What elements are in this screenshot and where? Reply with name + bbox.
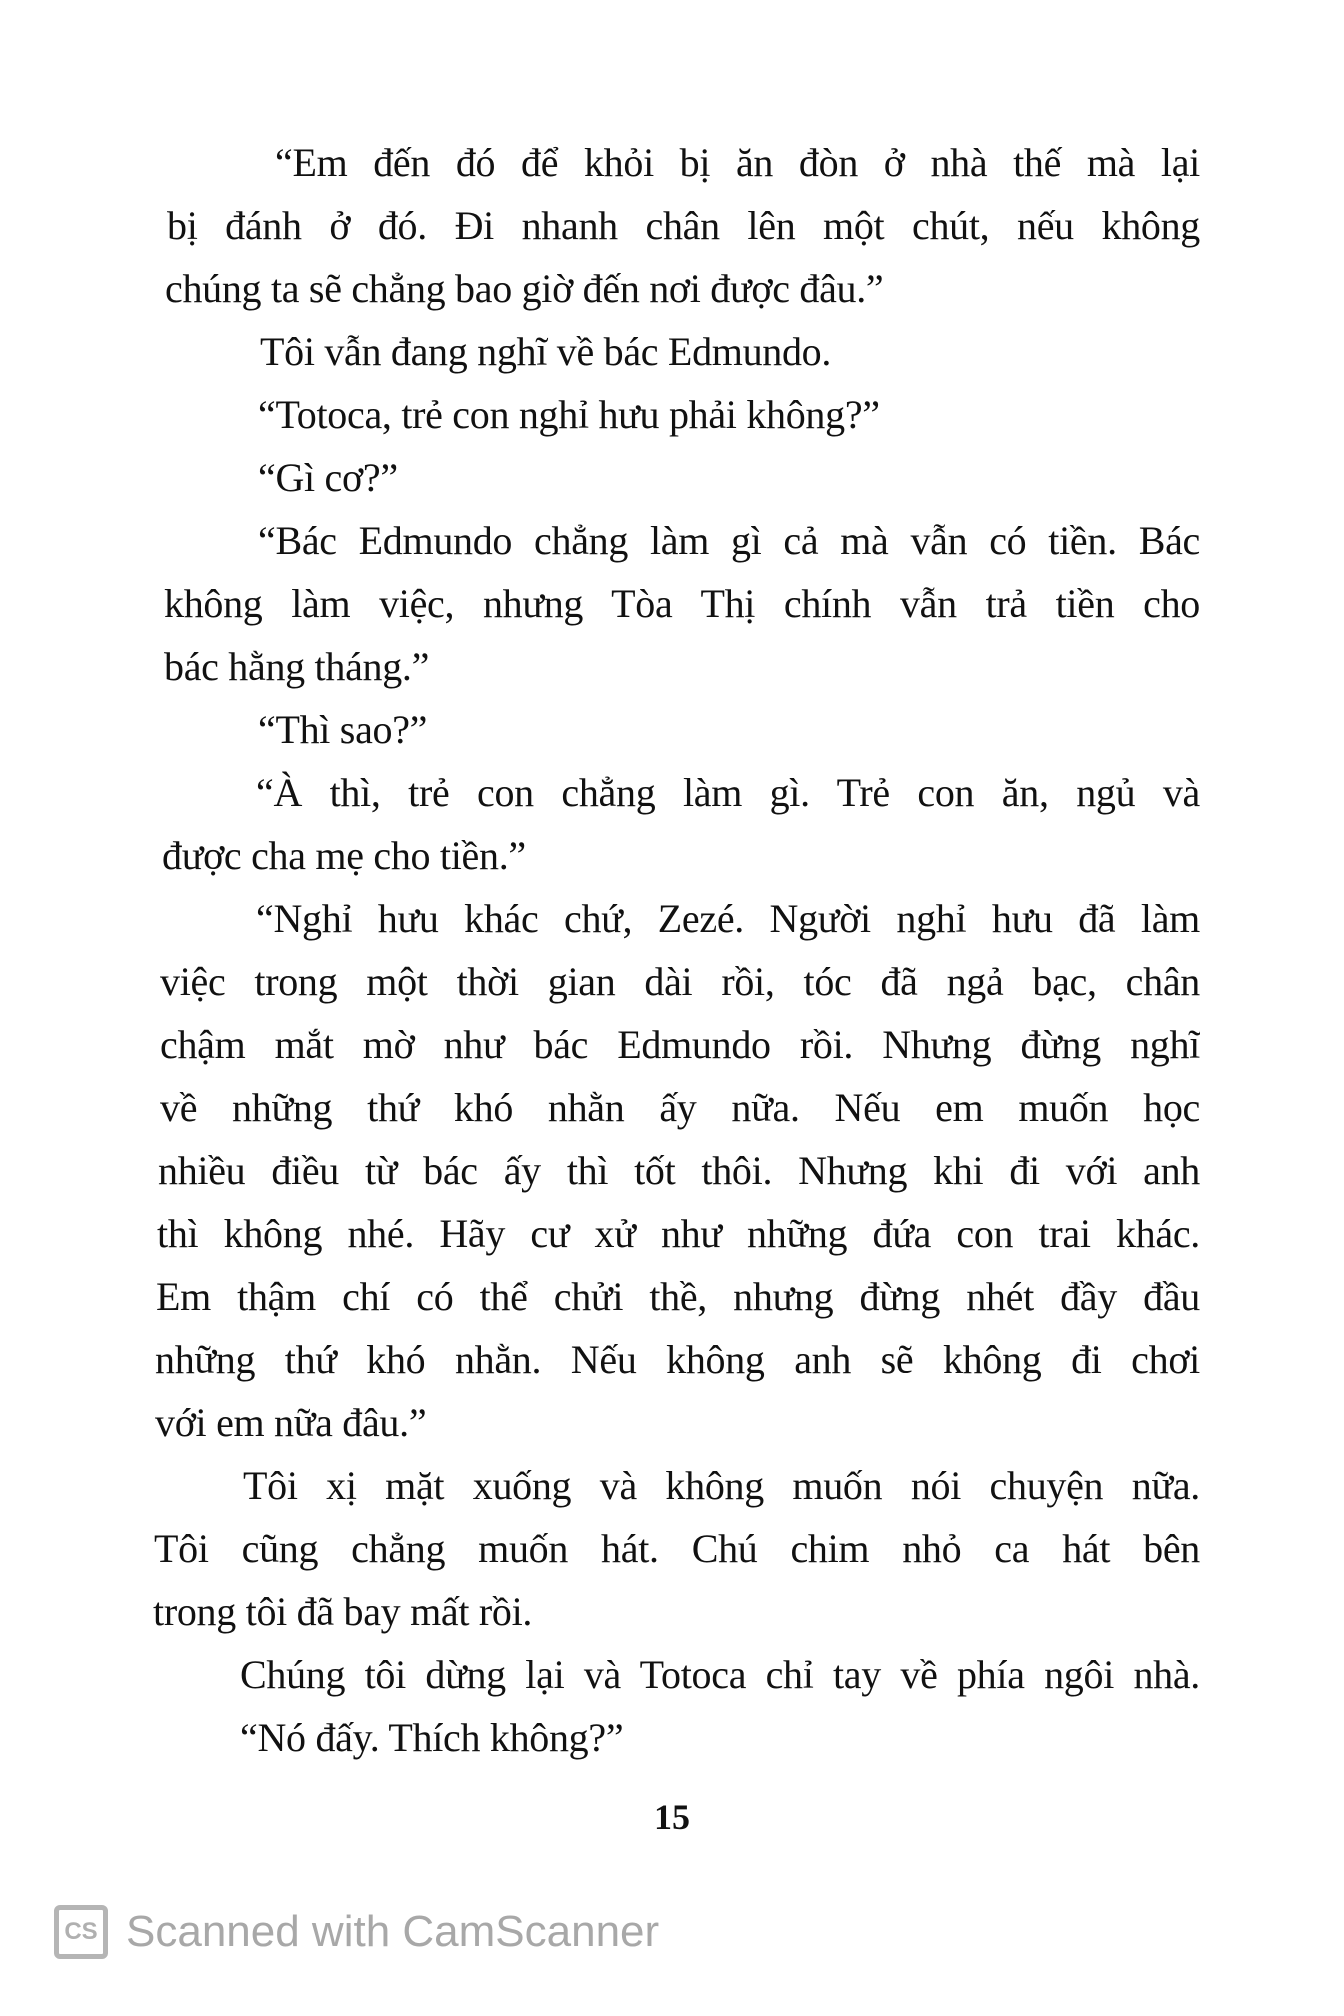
text-line: “À thì, trẻ con chẳng làm gì. Trẻ con ăn, ngủ và xyxy=(256,770,1200,815)
text-line: thì không nhé. Hãy cư xử như những đứa con trai khác. xyxy=(157,1211,1200,1256)
text-line: bác hằng tháng.” xyxy=(164,644,430,689)
text-line: trong tôi đã bay mất rồi. xyxy=(153,1589,533,1634)
text-line: “Totoca, trẻ con nghỉ hưu phải không?” xyxy=(258,392,880,437)
text-line: Tôi xị mặt xuống và không muốn nói chuyện nữa. xyxy=(243,1463,1200,1508)
page-number: 15 xyxy=(654,1797,690,1837)
camscanner-watermark xyxy=(54,1905,659,1959)
text-line: bị đánh ở đó. Đi nhanh chân lên một chút, nếu không xyxy=(167,203,1200,248)
text-line: “Nghỉ hưu khác chứ, Zezé. Người nghỉ hưu đã làm xyxy=(256,896,1200,941)
text-line: những thứ khó nhằn. Nếu không anh sẽ không đi chơi xyxy=(155,1337,1200,1382)
text-line: “Bác Edmundo chẳng làm gì cả mà vẫn có tiền. Bác xyxy=(258,518,1200,563)
text-line: “Nó đấy. Thích không?” xyxy=(240,1715,624,1760)
text-line: Tôi cũng chẳng muốn hát. Chú chim nhỏ ca hát bên xyxy=(154,1526,1200,1571)
text-line: “Gì cơ?” xyxy=(258,455,398,500)
text-line: với em nữa đâu.” xyxy=(155,1400,427,1445)
text-line: Em thậm chí có thể chửi thề, nhưng đừng nhét đầy đầu xyxy=(156,1274,1200,1319)
text-line: “Thì sao?” xyxy=(258,707,428,752)
text-line: chúng ta sẽ chẳng bao giờ đến nơi được đâu.” xyxy=(165,266,884,311)
text-line: “Em đến đó để khỏi bị ăn đòn ở nhà thế mà lại xyxy=(275,140,1200,185)
text-line: Tôi vẫn đang nghĩ về bác Edmundo. xyxy=(260,329,832,374)
text-line: việc trong một thời gian dài rồi, tóc đã ngả bạc, chân xyxy=(160,959,1200,1004)
watermark-text: Scanned with CamScanner xyxy=(126,1907,660,1956)
text-line: nhiều điều từ bác ấy thì tốt thôi. Nhưng khi đi với anh xyxy=(158,1148,1200,1193)
text-line: về những thứ khó nhằn ấy nữa. Nếu em muốn học xyxy=(160,1085,1200,1130)
text-line: chậm mắt mờ như bác Edmundo rồi. Nhưng đừng nghĩ xyxy=(160,1022,1200,1067)
text-line: được cha mẹ cho tiền.” xyxy=(162,833,526,878)
text-line: Chúng tôi dừng lại và Totoca chỉ tay về phía ngôi nhà. xyxy=(240,1652,1200,1697)
camscanner-logo-icon: CS xyxy=(54,1905,108,1959)
text-line: không làm việc, nhưng Tòa Thị chính vẫn trả tiền cho xyxy=(164,581,1200,626)
